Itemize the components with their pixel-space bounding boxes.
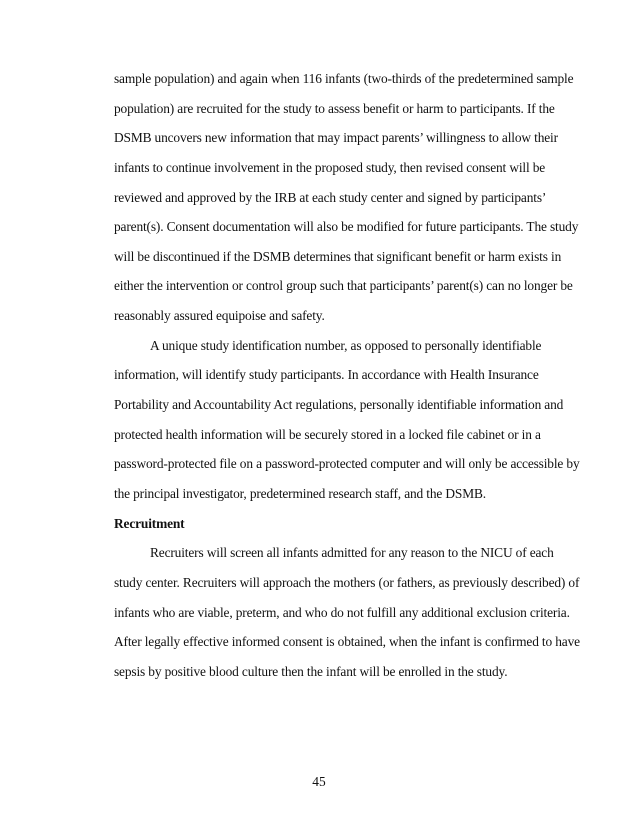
text-line: reasonably assured equipoise and safety. [114,308,325,324]
text-line: Recruiters will screen all infants admitted for any reason to the NICU of each [150,545,554,561]
paragraph-recruitment [114,538,580,686]
text-line: sample population) and again when 116 infants (two-thirds of the predetermined sample [114,71,574,86]
text-line: the principal investigator, predetermined research staff, and the DSMB. [114,485,486,501]
text-line: population) are recruited for the study to assess benefit or harm to participants. If the [114,100,555,116]
text-line: After legally effective informed consent is obtained, when the infant is confirmed to have [114,634,580,650]
paragraph-continued [114,64,579,331]
section-heading: Recruitment [114,515,185,531]
document-body [114,64,580,686]
text-line: will be discontinued if the DSMB determines that significant benefit or harm exists in [114,248,562,264]
text-line: sepsis by positive blood culture then the infant will be enrolled in the study. [114,663,508,679]
text-line: study center. Recruiters will approach the mothers (or fathers, as previously described) of [114,574,580,590]
text-line: information, will identify study participants. In accordance with Health Insurance [114,367,539,383]
text-line: DSMB uncovers new information that may impact parents’ willingness to allow their [114,130,558,146]
paragraph-identification [114,331,580,509]
page-number: 45 [312,774,326,789]
text-line: infants to continue involvement in the proposed study, then revised consent will be [114,159,546,175]
text-line: password-protected file on a password-protected computer and will only be accessible by [114,456,580,472]
text-line: protected health information will be securely stored in a locked file cabinet or in a [114,426,541,442]
text-line: parent(s). Consent documentation will also be modified for future participants. The study [114,219,579,235]
text-line: A unique study identification number, as opposed to personally identifiable [150,337,542,353]
text-line: either the intervention or control group such that participants’ parent(s) can no longer be [114,278,573,294]
text-line: reviewed and approved by the IRB at each study center and signed by participants’ [114,189,547,205]
text-line: Portability and Accountability Act regulations, personally identifiable information and [114,397,564,413]
text-line: infants who are viable, preterm, and who do not fulfill any additional exclusion criteria. [114,604,570,620]
